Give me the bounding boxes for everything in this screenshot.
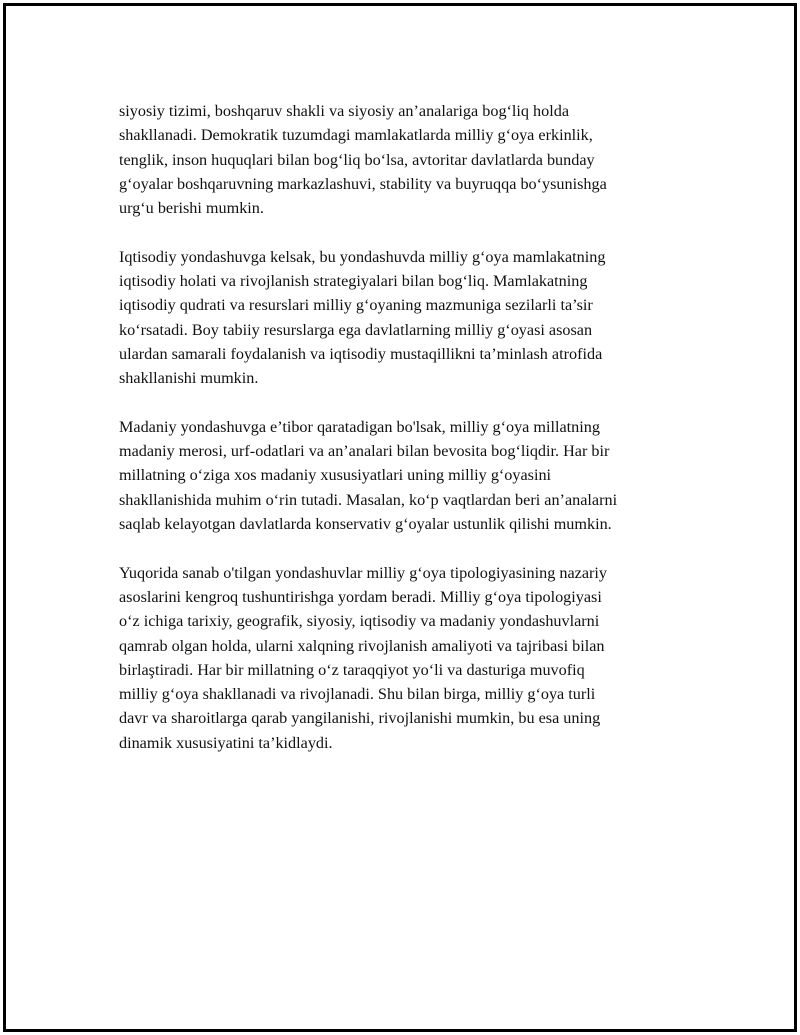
paragraph-cultural: Madaniy yondashuvga e’tibor qaratadigan bo'lsak, milliy g‘oya millatning madaniy merosi, urf-odatlari va an’analari bilan bevosita bog‘liqdir. Har bir millatning o‘ziga xos madaniy xususiyatlari uning milliy g‘oyasini shakllanishida muhim o‘rin tutadi. Masalan, ko‘p vaqtlardan beri an’analarni saqlab kelayotgan davlatlarda konservativ g‘oyalar ustunlik qilishi mumkin.	[119, 417, 618, 534]
paragraph-conclusion: Yuqorida sanab o'tilgan yondashuvlar milliy g‘oya tipologiyasining nazariy asoslarini kengroq tushuntirishga yordam beradi. Milliy g‘oya tipologiyasi o‘z ichiga tarixiy, geografik, siyosiy, iqtisodiy va madaniy yondashuvlarni qamrab olgan holda, ularni xalqning rivojlanish amaliyoti va tajribasi bilan birlaştiradi. Har bir millatning o‘z taraqqiyot yo‘li va dasturiga muvofiq milliy g‘oya shakllanadi va rivojlanadi. Shu bilan birga, milliy g‘oya turli davr va sharoitlarga qarab yangilanishi, rivojlanishi mumkin, bu esa uning dinamik xususiyatini ta’kidlaydi.	[119, 563, 607, 752]
paragraph-political: siyosiy tizimi, boshqaruv shakli va siyosiy an’analariga bog‘liq holda shakllanadi. Demokratik tuzumdagi mamlakatlarda milliy g‘oya erkinlik, tenglik, inson huquqlari bilan bog‘liq bo‘lsa, avtoritar davlatlarda bunday g‘oyalar boshqaruvning markazlashuvi, stability va buyruqqa bo‘ysunishga urg‘u berishi mumkin.	[119, 102, 607, 218]
paragraph-economic: Iqtisodiy yondashuvga kelsak, bu yondashuvda milliy g‘oya mamlakatning iqtisodiy holati va rivojlanish strategiyalari bilan bog‘liq. Mamlakatning iqtisodiy qudrati va resurslari milliy g‘oyaning mazmuniga sezilarli ta’sir ko‘rsatadi. Boy tabiiy resurslarga ega davlatlarning milliy g‘oyasi asosan ulardan samarali foydalanish va iqtisodiy mustaqillikni ta’minlash atrofida shakllanishi mumkin.	[119, 247, 606, 388]
document-page	[3, 3, 797, 1032]
document-body	[119, 99, 709, 779]
